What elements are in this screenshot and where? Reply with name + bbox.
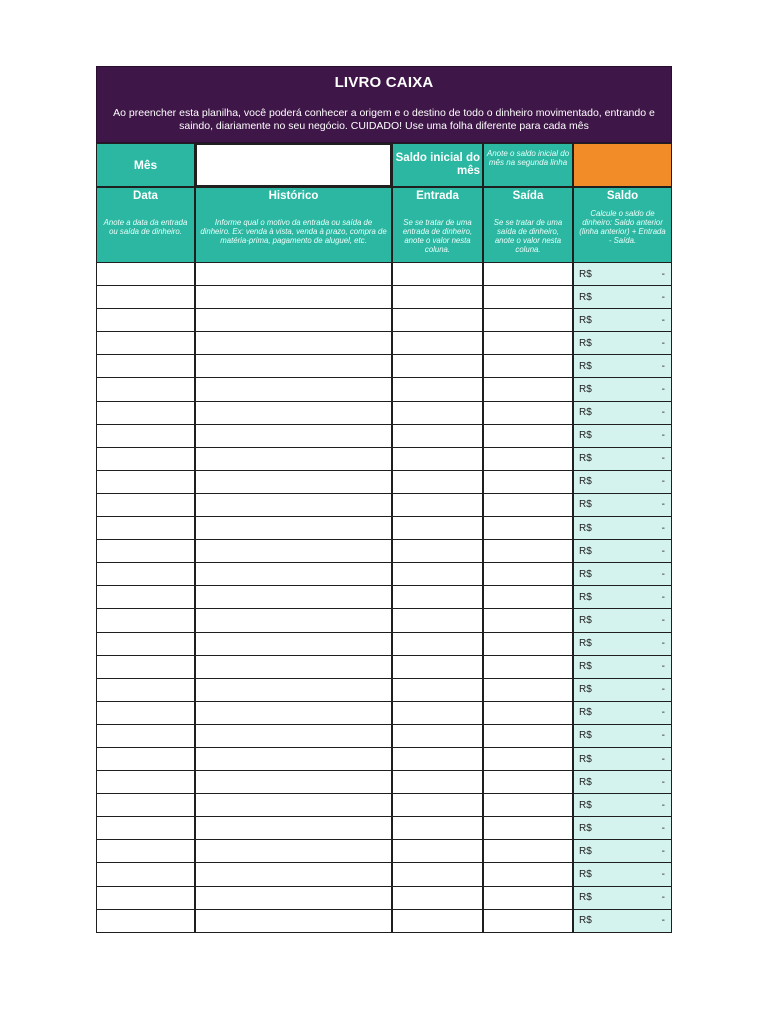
saldo-value: - [661, 384, 665, 396]
saldo-value: - [661, 753, 665, 765]
data-cell[interactable] [96, 748, 195, 771]
saldo-value: - [661, 915, 665, 927]
data-cell[interactable] [96, 633, 195, 656]
data-cell[interactable] [96, 725, 195, 748]
currency-symbol: R$ [579, 730, 592, 742]
entrada-cell[interactable] [392, 517, 483, 540]
currency-symbol: R$ [579, 868, 592, 880]
table-row [96, 494, 672, 517]
saldo-value: - [661, 453, 665, 465]
saldo-cell[interactable] [573, 702, 672, 725]
table-row [96, 702, 672, 725]
currency-symbol: R$ [579, 522, 592, 534]
entrada-cell[interactable] [392, 425, 483, 448]
column-header-row [96, 187, 672, 263]
historico-cell[interactable] [195, 494, 392, 517]
saida-cell[interactable] [483, 286, 573, 309]
saida-cell[interactable] [483, 540, 573, 563]
page-description: Ao preencher esta planilha, você poderá conhecer a origem e o destino de todo o dinheiro movimentado, entrando e saindo, diariamente no seu negócio. CUIDADO! Use uma folha diferente para cada mês [113, 107, 655, 132]
table-row [96, 794, 672, 817]
table-row [96, 887, 672, 910]
saida-cell[interactable] [483, 263, 573, 286]
data-cell[interactable] [96, 771, 195, 794]
historico-cell[interactable] [195, 910, 392, 933]
historico-cell[interactable] [195, 633, 392, 656]
data-cell[interactable] [96, 586, 195, 609]
saldo-cell[interactable] [573, 840, 672, 863]
page-title: LIVRO CAIXA [334, 74, 434, 91]
entrada-cell[interactable] [392, 910, 483, 933]
table-row [96, 679, 672, 702]
data-cell[interactable] [96, 840, 195, 863]
saldo-cell[interactable] [573, 887, 672, 910]
table-row [96, 286, 672, 309]
entrada-cell[interactable] [392, 887, 483, 910]
data-cell[interactable] [96, 448, 195, 471]
saida-cell[interactable] [483, 355, 573, 378]
entrada-cell[interactable] [392, 402, 483, 425]
column-header-entrada [392, 187, 483, 263]
saldo-cell[interactable] [573, 402, 672, 425]
saldo-value: - [661, 291, 665, 303]
saida-cell[interactable] [483, 517, 573, 540]
table-row [96, 840, 672, 863]
saida-cell[interactable] [483, 656, 573, 679]
saldo-cell[interactable] [573, 910, 672, 933]
entrada-cell[interactable] [392, 794, 483, 817]
entrada-cell[interactable] [392, 725, 483, 748]
data-cell[interactable] [96, 656, 195, 679]
historico-cell[interactable] [195, 771, 392, 794]
data-cell[interactable] [96, 494, 195, 517]
table-row [96, 355, 672, 378]
table-row [96, 563, 672, 586]
currency-symbol: R$ [579, 753, 592, 765]
saida-cell[interactable] [483, 748, 573, 771]
historico-cell[interactable] [195, 748, 392, 771]
saida-cell[interactable] [483, 863, 573, 886]
currency-symbol: R$ [579, 384, 592, 396]
column-header-historico [195, 187, 392, 263]
saldo-value: - [661, 707, 665, 719]
data-cell[interactable] [96, 355, 195, 378]
entrada-cell[interactable] [392, 332, 483, 355]
entrada-cell[interactable] [392, 448, 483, 471]
title-block [96, 66, 672, 143]
saldo-inicial-label: Saldo inicial do mês [392, 143, 483, 187]
saldo-value: - [661, 868, 665, 880]
saida-cell[interactable] [483, 794, 573, 817]
saldo-cell[interactable] [573, 309, 672, 332]
table-row [96, 817, 672, 840]
column-header-saida [483, 187, 573, 263]
saida-cell[interactable] [483, 609, 573, 632]
saldo-value: - [661, 799, 665, 811]
saldo-cell[interactable] [573, 425, 672, 448]
table-row [96, 378, 672, 401]
data-cell[interactable] [96, 563, 195, 586]
historico-cell[interactable] [195, 332, 392, 355]
table-row [96, 910, 672, 933]
table-row [96, 748, 672, 771]
entrada-cell[interactable] [392, 378, 483, 401]
currency-symbol: R$ [579, 337, 592, 349]
column-note: Calcule o saldo de dinheiro: Saldo anterior (linha anterior) + Entrada - Saída. [579, 209, 666, 245]
saldo-value: - [661, 314, 665, 326]
table-row [96, 771, 672, 794]
historico-cell[interactable] [195, 448, 392, 471]
historico-cell[interactable] [195, 887, 392, 910]
historico-cell[interactable] [195, 471, 392, 494]
saida-cell[interactable] [483, 425, 573, 448]
historico-cell[interactable] [195, 586, 392, 609]
saldo-cell[interactable] [573, 609, 672, 632]
data-cell[interactable] [96, 517, 195, 540]
data-cell[interactable] [96, 309, 195, 332]
saldo-value: - [661, 638, 665, 650]
saldo-cell[interactable] [573, 748, 672, 771]
entrada-cell[interactable] [392, 840, 483, 863]
saldo-value: - [661, 407, 665, 419]
currency-symbol: R$ [579, 776, 592, 788]
currency-symbol: R$ [579, 707, 592, 719]
saida-cell[interactable] [483, 817, 573, 840]
table-row [96, 448, 672, 471]
data-cell[interactable] [96, 286, 195, 309]
saida-cell[interactable] [483, 725, 573, 748]
saldo-inicial-note: Anote o saldo inicial do mês na segunda linha [483, 143, 573, 187]
currency-symbol: R$ [579, 545, 592, 557]
table-row [96, 425, 672, 448]
data-cell[interactable] [96, 910, 195, 933]
table-row [96, 517, 672, 540]
mes-input[interactable] [195, 143, 392, 187]
saldo-cell[interactable] [573, 471, 672, 494]
currency-symbol: R$ [579, 845, 592, 857]
saldo-cell[interactable] [573, 771, 672, 794]
data-cell[interactable] [96, 609, 195, 632]
ledger-rows [96, 263, 672, 933]
saldo-value: - [661, 499, 665, 511]
data-cell[interactable] [96, 332, 195, 355]
column-note: Se se tratar de uma saída de dinheiro, anote o valor nesta coluna. [493, 218, 563, 254]
historico-cell[interactable] [195, 679, 392, 702]
saldo-value: - [661, 822, 665, 834]
saldo-value: - [661, 522, 665, 534]
livro-caixa-sheet [96, 66, 672, 933]
entrada-cell[interactable] [392, 355, 483, 378]
saldo-value: - [661, 360, 665, 372]
column-note: Se se tratar de uma entrada de dinheiro, anote o valor nesta coluna. [402, 218, 473, 254]
data-cell[interactable] [96, 263, 195, 286]
historico-cell[interactable] [195, 378, 392, 401]
entrada-cell[interactable] [392, 633, 483, 656]
historico-cell[interactable] [195, 309, 392, 332]
currency-symbol: R$ [579, 684, 592, 696]
saldo-cell[interactable] [573, 540, 672, 563]
entrada-cell[interactable] [392, 471, 483, 494]
column-header-saldo [573, 187, 672, 263]
saida-cell[interactable] [483, 448, 573, 471]
historico-cell[interactable] [195, 840, 392, 863]
currency-symbol: R$ [579, 476, 592, 488]
entrada-cell[interactable] [392, 771, 483, 794]
entrada-cell[interactable] [392, 263, 483, 286]
saldo-value: - [661, 684, 665, 696]
entrada-cell[interactable] [392, 609, 483, 632]
entrada-cell[interactable] [392, 702, 483, 725]
historico-cell[interactable] [195, 863, 392, 886]
saldo-value: - [661, 337, 665, 349]
saldo-cell[interactable] [573, 494, 672, 517]
historico-cell[interactable] [195, 656, 392, 679]
saldo-value: - [661, 661, 665, 673]
data-cell[interactable] [96, 540, 195, 563]
saldo-cell[interactable] [573, 263, 672, 286]
table-row [96, 540, 672, 563]
saldo-cell[interactable] [573, 355, 672, 378]
saldo-cell[interactable] [573, 332, 672, 355]
entrada-cell[interactable] [392, 748, 483, 771]
data-cell[interactable] [96, 794, 195, 817]
data-cell[interactable] [96, 471, 195, 494]
saida-cell[interactable] [483, 586, 573, 609]
column-note: Informe qual o motivo da entrada ou saída de dinheiro. Ex: venda à vista, venda à prazo, compra de matéria-prima, pagamento de aluguel, etc. [200, 218, 387, 245]
historico-cell[interactable] [195, 286, 392, 309]
currency-symbol: R$ [579, 799, 592, 811]
saldo-inicial-input[interactable] [573, 143, 672, 187]
entrada-cell[interactable] [392, 286, 483, 309]
saldo-cell[interactable] [573, 378, 672, 401]
data-cell[interactable] [96, 817, 195, 840]
saida-cell[interactable] [483, 563, 573, 586]
currency-symbol: R$ [579, 892, 592, 904]
saida-cell[interactable] [483, 378, 573, 401]
saldo-value: - [661, 268, 665, 280]
data-cell[interactable] [96, 863, 195, 886]
historico-cell[interactable] [195, 425, 392, 448]
saldo-value: - [661, 568, 665, 580]
saldo-cell[interactable] [573, 286, 672, 309]
entrada-cell[interactable] [392, 563, 483, 586]
saldo-cell[interactable] [573, 448, 672, 471]
historico-cell[interactable] [195, 355, 392, 378]
historico-cell[interactable] [195, 794, 392, 817]
table-row [96, 402, 672, 425]
table-row [96, 471, 672, 494]
saida-cell[interactable] [483, 702, 573, 725]
column-label: Entrada [416, 190, 459, 202]
saldo-cell[interactable] [573, 586, 672, 609]
entrada-cell[interactable] [392, 817, 483, 840]
mes-label: Mês [96, 143, 195, 187]
saldo-cell[interactable] [573, 563, 672, 586]
entrada-cell[interactable] [392, 309, 483, 332]
entrada-cell[interactable] [392, 656, 483, 679]
currency-symbol: R$ [579, 591, 592, 603]
saida-cell[interactable] [483, 402, 573, 425]
historico-cell[interactable] [195, 263, 392, 286]
saldo-value: - [661, 892, 665, 904]
data-cell[interactable] [96, 679, 195, 702]
currency-symbol: R$ [579, 915, 592, 927]
currency-symbol: R$ [579, 407, 592, 419]
data-cell[interactable] [96, 402, 195, 425]
historico-cell[interactable] [195, 725, 392, 748]
currency-symbol: R$ [579, 638, 592, 650]
saldo-value: - [661, 845, 665, 857]
currency-symbol: R$ [579, 268, 592, 280]
historico-cell[interactable] [195, 517, 392, 540]
column-label: Saída [512, 190, 544, 202]
column-note: Anote a data da entrada ou saída de dinheiro. [103, 218, 188, 236]
currency-symbol: R$ [579, 661, 592, 673]
column-label: Saldo [606, 190, 639, 202]
entrada-cell[interactable] [392, 540, 483, 563]
saldo-value: - [661, 476, 665, 488]
saldo-value: - [661, 776, 665, 788]
saldo-value: - [661, 545, 665, 557]
saida-cell[interactable] [483, 332, 573, 355]
saldo-value: - [661, 614, 665, 626]
currency-symbol: R$ [579, 360, 592, 372]
entrada-cell[interactable] [392, 494, 483, 517]
table-row [96, 263, 672, 286]
currency-symbol: R$ [579, 822, 592, 834]
saldo-cell[interactable] [573, 863, 672, 886]
table-row [96, 309, 672, 332]
historico-cell[interactable] [195, 702, 392, 725]
table-row [96, 656, 672, 679]
data-cell[interactable] [96, 425, 195, 448]
saida-cell[interactable] [483, 887, 573, 910]
saldo-cell[interactable] [573, 656, 672, 679]
saida-cell[interactable] [483, 840, 573, 863]
table-row [96, 725, 672, 748]
saldo-value: - [661, 591, 665, 603]
historico-cell[interactable] [195, 817, 392, 840]
historico-cell[interactable] [195, 540, 392, 563]
saldo-cell[interactable] [573, 794, 672, 817]
currency-symbol: R$ [579, 614, 592, 626]
data-cell[interactable] [96, 887, 195, 910]
saida-cell[interactable] [483, 771, 573, 794]
column-header-data [96, 187, 195, 263]
table-row [96, 633, 672, 656]
entrada-cell[interactable] [392, 679, 483, 702]
saldo-cell[interactable] [573, 679, 672, 702]
saida-cell[interactable] [483, 471, 573, 494]
saida-cell[interactable] [483, 679, 573, 702]
data-cell[interactable] [96, 702, 195, 725]
currency-symbol: R$ [579, 499, 592, 511]
historico-cell[interactable] [195, 402, 392, 425]
historico-cell[interactable] [195, 609, 392, 632]
saida-cell[interactable] [483, 309, 573, 332]
currency-symbol: R$ [579, 314, 592, 326]
saldo-value: - [661, 730, 665, 742]
currency-symbol: R$ [579, 453, 592, 465]
table-row [96, 586, 672, 609]
entrada-cell[interactable] [392, 586, 483, 609]
currency-symbol: R$ [579, 568, 592, 580]
column-label: Histórico [268, 190, 319, 202]
currency-symbol: R$ [579, 430, 592, 442]
saldo-cell[interactable] [573, 725, 672, 748]
currency-symbol: R$ [579, 291, 592, 303]
saldo-value: - [661, 430, 665, 442]
saida-cell[interactable] [483, 910, 573, 933]
table-row [96, 863, 672, 886]
table-row [96, 609, 672, 632]
saida-cell[interactable] [483, 633, 573, 656]
saldo-cell[interactable] [573, 633, 672, 656]
entrada-cell[interactable] [392, 863, 483, 886]
column-label: Data [133, 190, 158, 202]
month-row [96, 143, 672, 187]
data-cell[interactable] [96, 378, 195, 401]
saida-cell[interactable] [483, 494, 573, 517]
saldo-cell[interactable] [573, 817, 672, 840]
historico-cell[interactable] [195, 563, 392, 586]
table-row [96, 332, 672, 355]
saldo-cell[interactable] [573, 517, 672, 540]
